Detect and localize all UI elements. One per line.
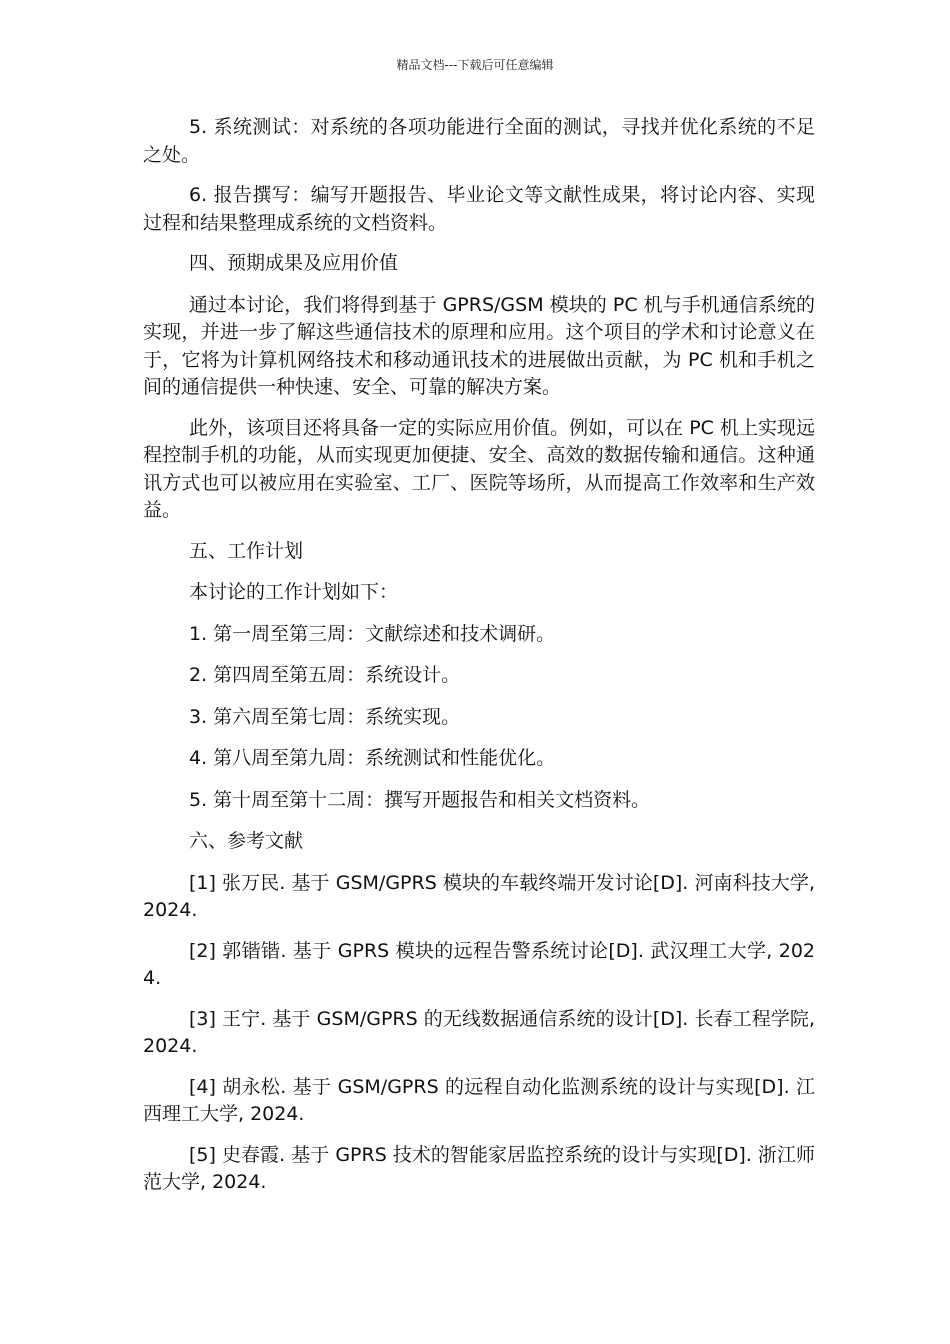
section-heading-work-plan: 五、工作计划 xyxy=(189,539,304,562)
section-heading-expected-results: 四、预期成果及应用价值 xyxy=(189,252,399,274)
document-body xyxy=(143,114,815,1210)
reference-item-1: [1] 张万民. 基于 GSM/GPRS 模块的车载终端开发讨论[D]. 河南科技大学, 2024. xyxy=(143,871,815,921)
work-plan-intro: 本讨论的工作计划如下： xyxy=(189,581,399,603)
reference-item-5: [5] 史春霞. 基于 GPRS 技术的智能家居监控系统的设计与实现[D]. 浙江师范大学, 2024. xyxy=(143,1143,815,1193)
work-plan-item-4: 4. 第八周至第九周：系统测试和性能优化。 xyxy=(189,747,556,769)
section-heading-references: 六、参考文献 xyxy=(189,830,304,852)
work-plan-item-2: 2. 第四周至第五周：系统设计。 xyxy=(189,664,461,686)
page-header: 精品文档---下载后可任意编辑 xyxy=(396,58,554,72)
list-item-system-testing: 5. 系统测试：对系统的各项功能进行全面的测试，寻找并优化系统的不足之处。 xyxy=(143,116,815,166)
paragraph-application-value: 此外，该项目还将具备一定的实际应用价值。例如，可以在 PC 机上实现远程控制手机的功能，从而实现更加便捷、安全、高效的数据传输和通信。这种通讯方式也可以被应用在实验室、工厂、医院等场所，从而提高工作效率和生产效益。 xyxy=(143,416,815,521)
work-plan-item-1: 1. 第一周至第三周：文献综述和技术调研。 xyxy=(189,622,556,645)
reference-item-4: [4] 胡永松. 基于 GSM/GPRS 的远程自动化监测系统的设计与实现[D]. 江西理工大学, 2024. xyxy=(143,1075,815,1125)
reference-item-3: [3] 王宁. 基于 GSM/GPRS 的无线数据通信系统的设计[D]. 长春工程学院, 2024. xyxy=(143,1007,815,1057)
work-plan-item-5: 5. 第十周至第十二周：撰写开题报告和相关文档资料。 xyxy=(189,788,651,811)
work-plan-item-3: 3. 第六周至第七周：系统实现。 xyxy=(189,705,461,728)
list-item-report-writing: 6. 报告撰写：编写开题报告、毕业论文等文献性成果，将讨论内容、实现过程和结果整理成系统的文档资料。 xyxy=(143,184,815,234)
paragraph-expected-results: 通过本讨论，我们将得到基于 GPRS/GSM 模块的 PC 机与手机通信系统的实现，并进一步了解这些通信技术的原理和应用。这个项目的学术和讨论意义在于，它将为计算机网络技术和移动通讯技术的进展做出贡献，为 PC 机和手机之间的通信提供一种快速、安全、可靠的解决方案。 xyxy=(143,293,815,398)
reference-item-2: [2] 郭锴锴. 基于 GPRS 模块的远程告警系统讨论[D]. 武汉理工大学, 2024. xyxy=(143,939,815,989)
